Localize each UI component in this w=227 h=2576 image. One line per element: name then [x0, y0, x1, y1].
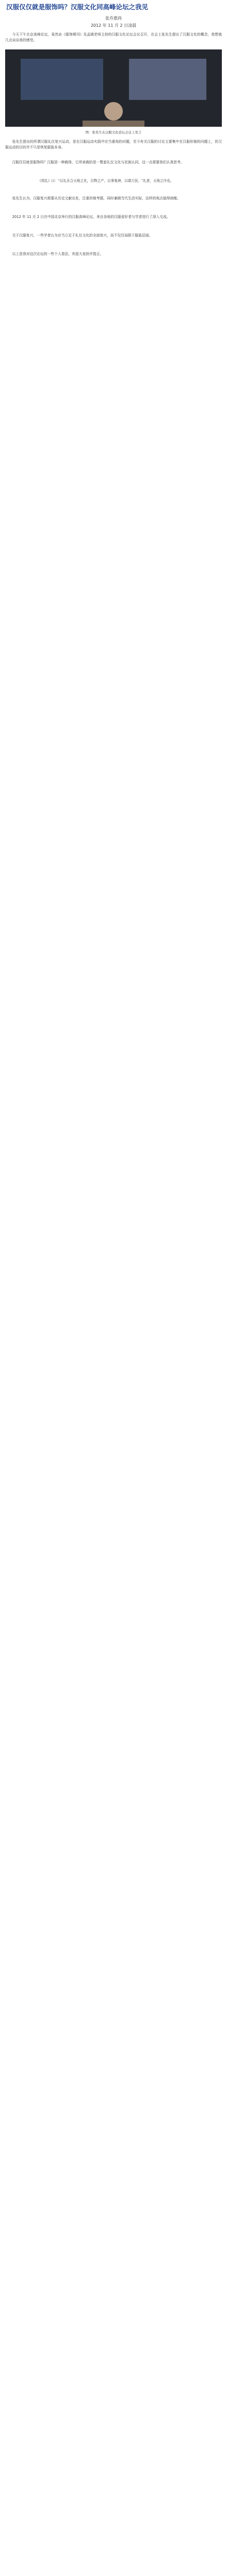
article-author: 张乔惠尚 — [105, 16, 122, 21]
paragraph-4: 张先生认为，汉服复兴需要从历史文献出发，注重形制考据，同时兼顾当代生活实际，这样的观点值得商榷。 — [12, 196, 181, 200]
article-title: 汉服仅仅就是服饰吗？汉服文化同高峰论坛之我见 — [6, 3, 149, 11]
paragraph-3: 汉服仅仅就是服饰吗？汉服是一种载体，它所承载的是一整套礼仪文化与民族认同，这一点需要我们认真思考。 — [12, 160, 184, 164]
photo-caption: 图：张先生在汉服文化论坛会议上发言 — [85, 130, 142, 134]
paragraph-2: 张先生提出的所谓汉服礼仪复兴运动，是在汉服运动实践中应当重视的问题，至今有关汉服的讨论主要集中在汉服形制的问题上，但汉服运动的目的并不只是恢复服装本身。 — [5, 140, 222, 149]
paragraph-1: 今天下午北京高峰论坛，竟然由《服饰期刊》及孟晓老师主持的汉服文化论坛会议召开，在会上张先生提出了汉服文化的概念，我想就几点谈谈我的感受。 — [5, 32, 222, 42]
paragraph-7: 以上是我对这次论坛的一些个人看法，欢迎大家批评指正。 — [12, 252, 104, 256]
photo — [5, 49, 222, 127]
photo-illustration — [5, 49, 222, 127]
quote-1: 《周礼》曰："以礼乐合天地之化，百物之产，以事鬼神，以谐万民。"礼者，天地之序也。 — [38, 179, 174, 183]
paragraph-5: 2012 年 11 月 2 日在中国北京举行的汉服高峰论坛，来自各地的汉服爱好者与学者进行了深入交流。 — [12, 215, 170, 219]
article-date: 2012 年 11 月 2 日凌晨 — [90, 23, 137, 28]
paragraph-6: 关于汉服复兴，一些学者认为应当立足于礼仪文化的全面复兴，而不仅仅局限于服装层面。 — [12, 233, 153, 238]
